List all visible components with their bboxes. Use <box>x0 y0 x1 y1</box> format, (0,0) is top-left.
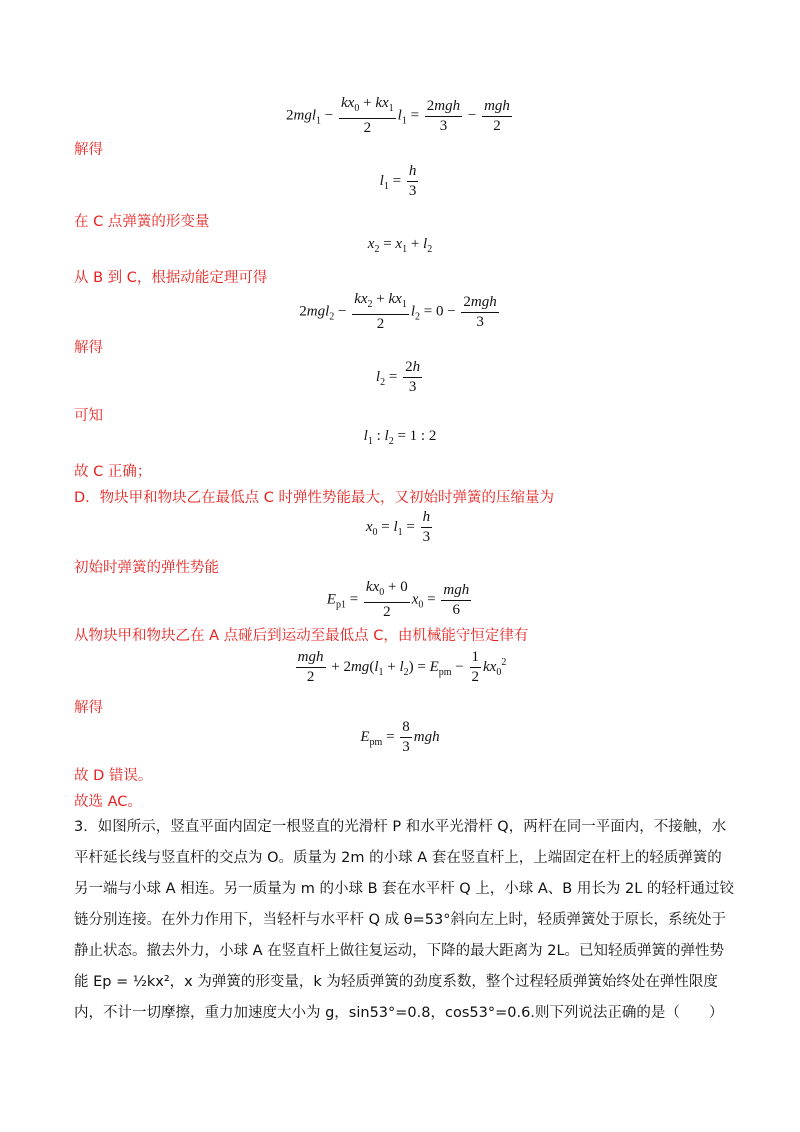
text-know: 可知 <box>74 408 103 424</box>
equation-2: $l_1$ = $\frac{h}{3}$ <box>379 163 417 199</box>
equation-6: $l_1$ : $l_2 = 1$ : 2 <box>363 428 437 447</box>
problem-3 <box>74 812 734 1029</box>
text-d-statement: D．物块甲和物块乙在最低点 C 时弹性势能最大，又初始时弹簧的压缩量为 <box>74 490 555 506</box>
equation-4: 2mgl$_2$ − $\frac{kx_2 + kx_1}{2}$ $l_2 = 0$ − $\frac{\text{2mgh}}{3}$ <box>299 291 497 332</box>
text-solve-1: 解得 <box>74 142 103 158</box>
text-d-wrong: 故 D 错误。 <box>74 768 153 784</box>
equation-8: $E_{p1}$ = $\frac{kx_0 + 0}{2}$ $x_0$ = $\frac{\text{mgh}}{6}$ <box>326 579 470 620</box>
equation-10: $E_{pm}$ = $\frac{8}{3}$ mgh <box>360 719 440 755</box>
problem-number: 3． <box>74 819 98 835</box>
equation-1: 2mgl$_1$ − $\frac{kx_0 + kx_1}{2}$ $l_1$ = $\frac{\text{2mgh}}{3}$ − $\frac{\text{mgh}}{2}$ <box>286 95 510 136</box>
text-c-deformation: 在 C 点弹簧的形变量 <box>74 214 210 230</box>
text-c-correct: 故 C 正确； <box>74 464 152 480</box>
text-initial-energy: 初始时弹簧的弹性势能 <box>74 560 219 576</box>
text-energy-conservation: 从物块甲和物块乙在 A 点碰后到运动至最低点 C，由机械能守恒定律有 <box>74 628 529 644</box>
problem-text: 如图所示，竖直平面内固定一根竖直的光滑杆 P 和水平光滑杆 Q，两杆在同一平面内，不接触，水平杆延长线与竖直杆的交点为 O。质量为 2m 的小球 A 套在竖直杆上，上端固定在杆上的轻质弹簧的另一端与小球 A 相连。另一质量为 m 的小球 B 套在水平杆 Q 上，小球 A、B 用长为 2L 的轻杆通过铰链分别连接。在外力作用下，当轻杆与水平杆 Q 成 θ=53°斜向左上时，轻质弹簧处于原长，系统处于静止状态。撤去外力，小球 A 在竖直杆上做往复运动，下降的最大距离为 2L。已知轻质弹簧的弹性势能 Ep = ½kx²，x 为弹簧的形变量，k 为轻质弹簧的劲度系数，整个过程轻质弹簧始终处在弹性限度内，不计一切摩擦，重力加速度大小为 g，sin53°=0.8，cos53°=0.6.则下列说法正确的是（ ） <box>74 819 734 1021</box>
equation-3: $x_2 = x_1 + l_2$ <box>367 236 433 255</box>
equation-7: $x_0 = l_1$ = $\frac{h}{3}$ <box>365 509 431 545</box>
equation-9: $\frac{\text{mgh}}{2}$ + $2mg(l_1 + l_2) = E_{pm}$ − $\frac{1}{2}$ $kx_0^2$ <box>297 649 507 685</box>
equation-5: $l_2$ = $\frac{2h}{3}$ <box>375 359 421 395</box>
text-solve-3: 解得 <box>74 700 103 716</box>
text-b-to-c: 从 B 到 C，根据动能定理可得 <box>74 270 268 286</box>
text-solve-2: 解得 <box>74 340 103 356</box>
text-choose-answer: 故选 AC。 <box>74 794 142 810</box>
